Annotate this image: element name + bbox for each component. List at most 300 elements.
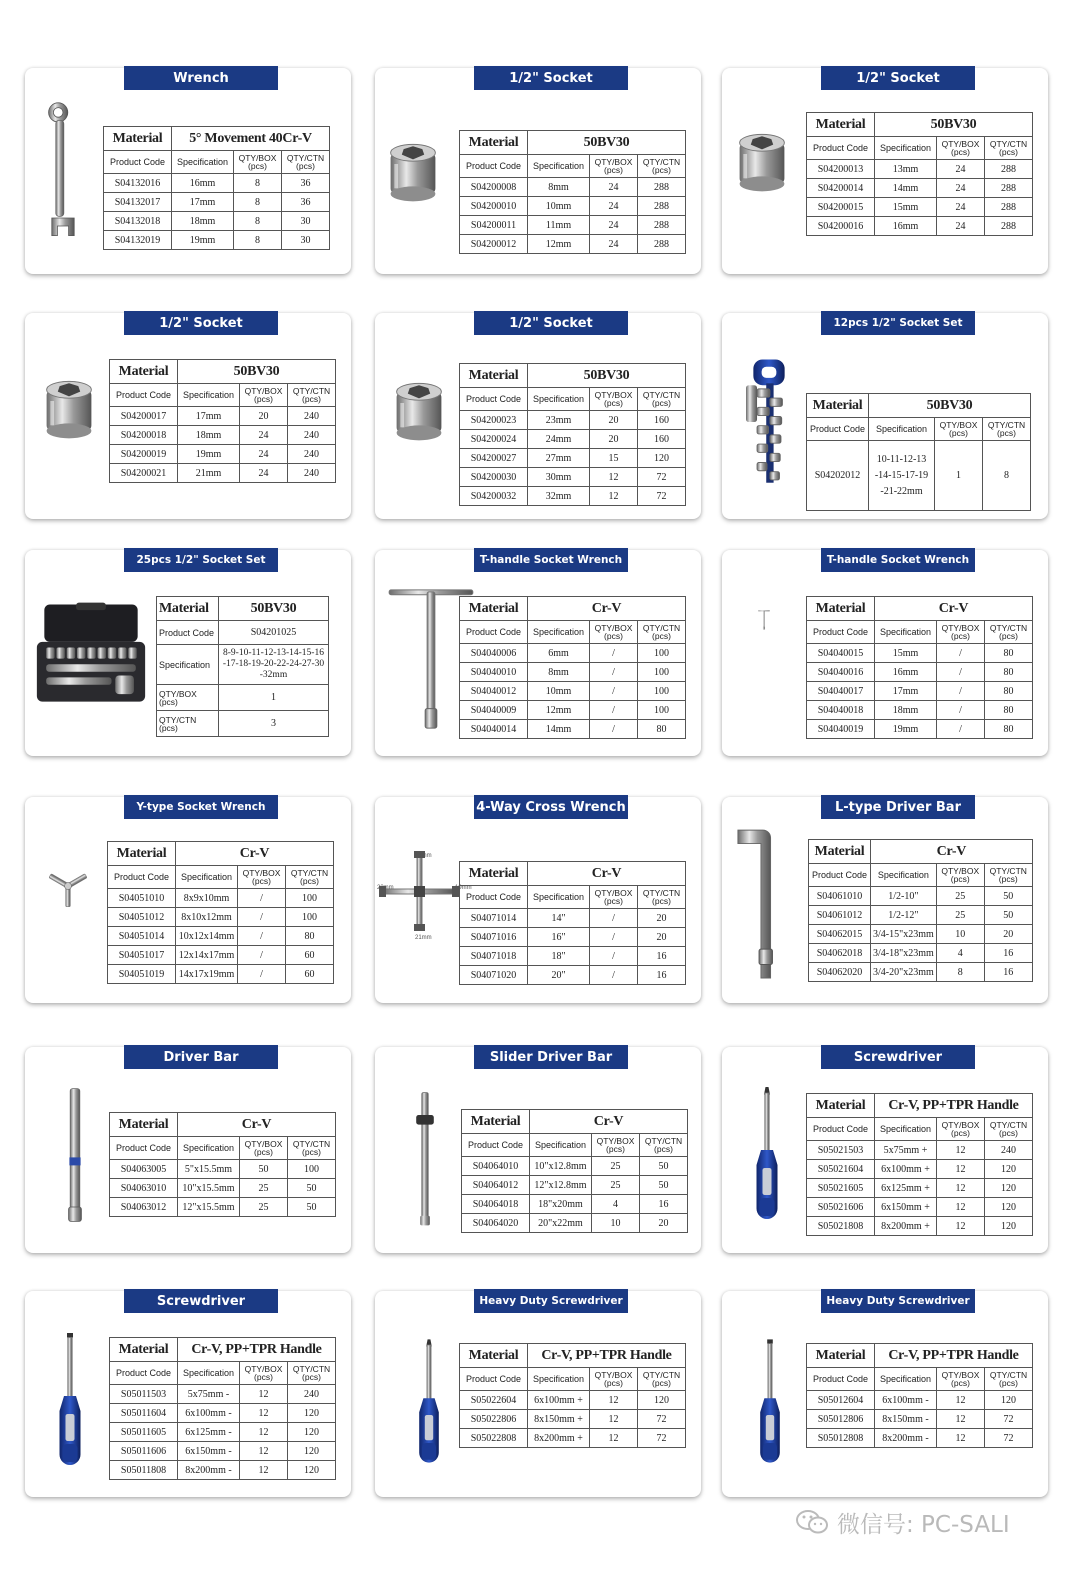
specification-value: 18mm (875, 701, 937, 720)
specification-header: Specification (528, 886, 590, 909)
qty-box-header-label: QTY/BOX (941, 1120, 980, 1130)
qty-ctn-header-label: QTY/CTN (989, 623, 1028, 633)
product-code-header: Product Code (809, 864, 871, 887)
specification-value: 10mm (528, 682, 590, 701)
qty-ctn-value: 36 (282, 174, 330, 193)
table-row (807, 1198, 1033, 1217)
qty-box-header-label: QTY/BOX (594, 1370, 633, 1380)
qty-ctn-value: 160 (638, 411, 686, 430)
product-code: S04202012 (807, 441, 869, 511)
qty-box-value: 12 (240, 1404, 288, 1423)
qty-box-value: 12 (937, 1410, 985, 1429)
qty-box-header (590, 886, 638, 909)
qty-box-value: 24 (590, 235, 638, 254)
qty-ctn-value: 120 (985, 1391, 1033, 1410)
specification-value: 10"x15.5mm (178, 1179, 240, 1198)
qty-ctn-header-label: QTY/CTN (292, 386, 331, 396)
product-code: S04200014 (807, 179, 875, 198)
qty-ctn-value: 72 (638, 487, 686, 506)
qty-box-value: 12 (590, 487, 638, 506)
product-title: Slider Driver Bar (474, 1045, 628, 1069)
product-code: S05021605 (807, 1179, 875, 1198)
qty-ctn-value: 80 (985, 644, 1033, 663)
qty-box-value: 12 (590, 1429, 638, 1448)
product-code: S04071014 (460, 909, 528, 928)
product-code: S04040010 (460, 663, 528, 682)
qty-box-header-unit: (pcs) (951, 1128, 970, 1138)
product-code: S04071020 (460, 966, 528, 985)
specification-value: 12"x15.5mm (178, 1198, 240, 1217)
qty-ctn-header-label: QTY/CTN (987, 420, 1026, 430)
qty-ctn-value: 50 (288, 1179, 336, 1198)
qty-box-value: 25 (592, 1157, 640, 1176)
qty-box-value: 4 (936, 944, 984, 963)
phillips-screwdriver-icon (752, 1063, 782, 1248)
qty-ctn-header-unit: (pcs) (997, 428, 1016, 438)
specification-header: Specification (178, 384, 240, 407)
qty-box-value: 20 (590, 411, 638, 430)
qty-ctn-value: 100 (638, 701, 686, 720)
qty-box-value: / (238, 946, 286, 965)
table-row (108, 889, 334, 908)
qty-box-value: 24 (937, 198, 985, 217)
wechat-icon (795, 1509, 829, 1535)
product-title: Screwdriver (124, 1289, 278, 1313)
qty-box-value: 10 (592, 1214, 640, 1233)
table-row (108, 946, 334, 965)
specification-value: 6x100mm - (178, 1404, 240, 1423)
table-row (460, 966, 686, 985)
qty-ctn-header-label: QTY/CTN (290, 868, 329, 878)
specification-value: 10x12x14mm (176, 927, 238, 946)
qty-ctn-header-label: QTY/CTN (292, 1364, 331, 1374)
qty-ctn-header-label: QTY/CTN (644, 1136, 683, 1146)
specification-value: 15mm (875, 644, 937, 663)
specification-value: 10mm (528, 197, 590, 216)
qty-box-header-unit: (pcs) (254, 1372, 273, 1382)
qty-box-header-label: QTY/BOX (941, 1370, 980, 1380)
product-code: S04040014 (460, 720, 528, 739)
specification-value: 16mm (875, 217, 937, 236)
material-value: Cr-V (528, 597, 686, 621)
spec-table (459, 130, 686, 254)
product-code: S05011606 (110, 1442, 178, 1461)
specification-header: Specification (528, 388, 590, 411)
product-code: S05022808 (460, 1429, 528, 1448)
table-row (110, 426, 336, 445)
product-title: 1/2" Socket (821, 66, 975, 90)
specification-value: 18" (528, 947, 590, 966)
specification-header: Specification (528, 621, 590, 644)
qty-box-header-label: QTY/BOX (594, 157, 633, 167)
product-code: S04051017 (108, 946, 176, 965)
material-value: Cr-V (530, 1110, 688, 1134)
table-row (807, 663, 1033, 682)
product-card (25, 1291, 351, 1497)
spec-table (109, 1337, 336, 1480)
product-code-header: Product Code (110, 384, 178, 407)
specification-header: Specification (869, 418, 935, 441)
material-header: Material (807, 113, 875, 137)
product-card (722, 550, 1048, 756)
spec-table (459, 596, 686, 739)
qty-box-header-unit: (pcs) (254, 394, 273, 404)
qty-box-value: / (590, 966, 638, 985)
qty-box-header-unit: (pcs) (604, 631, 623, 641)
table-row (460, 909, 686, 928)
specification-value: 5x75mm - (178, 1385, 240, 1404)
qty-ctn-value: 120 (288, 1404, 336, 1423)
spec-table (808, 839, 1033, 982)
product-code: S04132018 (104, 212, 172, 231)
product-code: S04040017 (807, 682, 875, 701)
product-code: S05011605 (110, 1423, 178, 1442)
qty-box-value: / (238, 965, 286, 984)
table-row (108, 908, 334, 927)
slider-bar-icon (413, 1073, 437, 1250)
table-row (108, 965, 334, 984)
product-code: S04051012 (108, 908, 176, 927)
qty-box-value: / (590, 947, 638, 966)
qty-ctn-value: 288 (638, 235, 686, 254)
qty-ctn-header-unit: (pcs) (999, 631, 1018, 641)
cross-wrench-icon (379, 849, 459, 938)
table-row (460, 928, 686, 947)
qty-box-header (238, 866, 286, 889)
product-code: S04063005 (110, 1160, 178, 1179)
product-code: S05011604 (110, 1404, 178, 1423)
product-code-header: Product Code (462, 1134, 530, 1157)
qty-box-value: 24 (937, 160, 985, 179)
product-code: S04200016 (807, 217, 875, 236)
table-row (462, 1195, 688, 1214)
specification-value: 18mm (172, 212, 234, 231)
specification-value: 19mm (875, 720, 937, 739)
qty-ctn-value: 80 (638, 720, 686, 739)
specification-header: Specification (875, 1118, 937, 1141)
material-header: Material (157, 597, 219, 621)
specification-header: Specification (528, 155, 590, 178)
socket-icon (385, 136, 441, 211)
qty-box-value: 24 (937, 217, 985, 236)
specification-value: 12x14x17mm (176, 946, 238, 965)
product-card (25, 797, 351, 1003)
qty-box-header-label: QTY/BOX (159, 688, 197, 699)
qty-box-value: 20 (590, 430, 638, 449)
table-row (809, 906, 1033, 925)
product-code: S04061010 (809, 887, 871, 906)
material-value: 50BV30 (875, 113, 1033, 137)
qty-ctn-header-unit: (pcs) (302, 394, 321, 404)
specification-header: Specification (176, 866, 238, 889)
product-code: S04061012 (809, 906, 871, 925)
qty-ctn-value: 20 (640, 1214, 688, 1233)
specification-value: 17mm (178, 407, 240, 426)
qty-box-header-unit: (pcs) (604, 165, 623, 175)
socket-case-icon (35, 602, 147, 711)
product-card (375, 797, 701, 1003)
specification-value: 21mm (178, 464, 240, 483)
qty-box-value: / (590, 928, 638, 947)
qty-ctn-value: 60 (286, 946, 334, 965)
table-row (460, 430, 686, 449)
product-code: S04200010 (460, 197, 528, 216)
material-header: Material (110, 1338, 178, 1362)
specification-value: 3/4-20"x23mm (871, 963, 937, 982)
qty-ctn-header-label: QTY/CTN (159, 714, 197, 725)
qty-ctn-value: 80 (985, 663, 1033, 682)
qty-box-header-label: QTY/BOX (238, 153, 277, 163)
product-code: S04040006 (460, 644, 528, 663)
material-value: 50BV30 (528, 131, 686, 155)
product-code: S04064012 (462, 1176, 530, 1195)
material-value: 50BV30 (219, 597, 329, 621)
specification-value: 14x17x19mm (176, 965, 238, 984)
qty-box-value: 8 (234, 231, 282, 250)
product-title: 4-Way Cross Wrench (474, 795, 628, 819)
qty-box-header (234, 151, 282, 174)
product-code: S04040009 (460, 701, 528, 720)
qty-ctn-header-unit: (pcs) (296, 161, 315, 171)
material-value: Cr-V (176, 842, 334, 866)
qty-box-header-unit: (pcs) (254, 1147, 273, 1157)
product-code: S04200012 (460, 235, 528, 254)
product-card (375, 313, 701, 519)
product-code: S05021503 (807, 1141, 875, 1160)
specification-value: 27mm (528, 449, 590, 468)
qty-ctn-value: 30 (282, 231, 330, 250)
qty-box-header (936, 864, 984, 887)
product-card (722, 1047, 1048, 1253)
product-code: S04063012 (110, 1198, 178, 1217)
product-code: S04064020 (462, 1214, 530, 1233)
ratchet-wrench-icon (47, 80, 79, 265)
specification-value: 8x10x12mm (176, 908, 238, 927)
qty-ctn-header-label: QTY/CTN (989, 1370, 1028, 1380)
table-row (110, 1423, 336, 1442)
product-card (25, 68, 351, 274)
product-title: 1/2" Socket (474, 66, 628, 90)
qty-box-header (592, 1134, 640, 1157)
product-code: S04071016 (460, 928, 528, 947)
qty-ctn-header (638, 621, 686, 644)
phillips-screwdriver-icon (415, 1311, 443, 1496)
qty-box-value: 24 (590, 197, 638, 216)
qty-box-value: / (937, 701, 985, 720)
qty-box-value: 25 (240, 1198, 288, 1217)
specification-value: 10"x12.8mm (530, 1157, 592, 1176)
specification-value: 16mm (172, 174, 234, 193)
qty-ctn-value: 80 (286, 927, 334, 946)
material-header: Material (462, 1110, 530, 1134)
table-row (460, 235, 686, 254)
material-value: 50BV30 (528, 364, 686, 388)
table-row (462, 1157, 688, 1176)
qty-box-value: 1 (935, 441, 983, 511)
product-code-header: Product Code (110, 1137, 178, 1160)
qty-ctn-header (985, 1118, 1033, 1141)
specification-header: Specification (871, 864, 937, 887)
product-code: S05011503 (110, 1385, 178, 1404)
product-code-header: Product Code (110, 1362, 178, 1385)
qty-ctn-value: 288 (638, 216, 686, 235)
qty-box-header (935, 418, 983, 441)
specification-value: 23mm (528, 411, 590, 430)
specification-value: 17mm (875, 682, 937, 701)
product-code: S05012806 (807, 1410, 875, 1429)
qty-ctn-header-unit: (pcs) (652, 1378, 671, 1388)
product-code: S05021808 (807, 1217, 875, 1236)
specification-header: Specification (528, 1368, 590, 1391)
table-row (462, 1214, 688, 1233)
qty-ctn-header (640, 1134, 688, 1157)
specification-value: 12"x12.8mm (530, 1176, 592, 1195)
product-card (722, 313, 1048, 519)
socket-rail-set-icon (746, 351, 792, 498)
qty-box-value: 12 (590, 1410, 638, 1429)
qty-box-value: / (937, 682, 985, 701)
qty-box-header-unit: (pcs) (604, 398, 623, 408)
qty-ctn-header-unit: (pcs) (652, 398, 671, 408)
qty-ctn-value: 120 (985, 1198, 1033, 1217)
table-row (807, 1141, 1033, 1160)
qty-box-header-label: QTY/BOX (941, 623, 980, 633)
specification-value: 11mm (528, 216, 590, 235)
qty-box-header (937, 621, 985, 644)
qty-box-value: 25 (240, 1179, 288, 1198)
specification-value: 14mm (528, 720, 590, 739)
t-handle-wrench-icon (726, 610, 802, 635)
specification-value: 17mm (172, 193, 234, 212)
table-row (460, 411, 686, 430)
product-card (375, 1047, 701, 1253)
qty-ctn-header-label: QTY/CTN (989, 866, 1027, 876)
socket-icon (734, 126, 790, 201)
qty-box-header-unit: (pcs) (951, 1378, 970, 1388)
qty-ctn-value: 240 (288, 445, 336, 464)
qty-ctn-value: 80 (985, 720, 1033, 739)
qty-box-header (240, 1362, 288, 1385)
material-value: Cr-V (528, 862, 686, 886)
table-row (809, 887, 1033, 906)
table-row (809, 925, 1033, 944)
material-header: Material (809, 840, 871, 864)
specification-value: 6x100mm + (528, 1391, 590, 1410)
qty-ctn-header (983, 418, 1031, 441)
qty-box-header (240, 1137, 288, 1160)
spec-table (806, 1093, 1033, 1236)
qty-ctn-value: 3 (219, 711, 329, 737)
specification-header: Specification (530, 1134, 592, 1157)
qty-box-value: 50 (240, 1160, 288, 1179)
product-card (25, 1047, 351, 1253)
qty-ctn-header-label: QTY/CTN (642, 623, 681, 633)
product-code: S04200027 (460, 449, 528, 468)
table-row (104, 174, 330, 193)
spec-table (806, 393, 1031, 511)
specification-header: Specification (172, 151, 234, 174)
table-row (104, 193, 330, 212)
material-value: Cr-V, PP+TPR Handle (875, 1094, 1033, 1118)
table-row (110, 1442, 336, 1461)
table-row (460, 1410, 686, 1429)
qty-ctn-header-label: QTY/CTN (642, 157, 681, 167)
qty-ctn-value: 16 (984, 963, 1032, 982)
qty-ctn-value: 8 (983, 441, 1031, 511)
qty-ctn-value: 288 (638, 197, 686, 216)
product-code: S05021604 (807, 1160, 875, 1179)
specification-value: 6x100mm + (875, 1160, 937, 1179)
table-row (807, 1179, 1033, 1198)
specification-value: 8x200mm - (875, 1429, 937, 1448)
material-value: Cr-V, PP+TPR Handle (875, 1344, 1033, 1368)
qty-box-value: / (590, 701, 638, 720)
qty-box-header (590, 388, 638, 411)
product-title: Wrench (124, 66, 278, 90)
qty-box-value: 12 (590, 1391, 638, 1410)
product-code: S04132019 (104, 231, 172, 250)
table-row (110, 1385, 336, 1404)
qty-ctn-header (638, 388, 686, 411)
specification-value: 8mm (528, 663, 590, 682)
material-header: Material (460, 1344, 528, 1368)
qty-ctn-value: 72 (638, 468, 686, 487)
qty-box-header-unit: (pcs) (252, 876, 271, 886)
spec-table (459, 363, 686, 506)
qty-ctn-value: 36 (282, 193, 330, 212)
qty-box-header (937, 1368, 985, 1391)
specification-header: Specification (875, 621, 937, 644)
qty-box-value: / (937, 720, 985, 739)
specification-value: 24mm (528, 430, 590, 449)
material-header: Material (460, 597, 528, 621)
qty-ctn-value: 240 (288, 464, 336, 483)
qty-ctn-header (985, 1368, 1033, 1391)
qty-ctn-header-unit: (pcs) (159, 722, 178, 733)
specification-value: 14mm (875, 179, 937, 198)
cross-size-label: 17mm (415, 853, 432, 859)
qty-box-value: 4 (592, 1195, 640, 1214)
product-code-header: Product Code (108, 866, 176, 889)
table-row (460, 197, 686, 216)
qty-ctn-value: 120 (288, 1423, 336, 1442)
qty-ctn-value: 120 (638, 1391, 686, 1410)
qty-ctn-value: 240 (288, 407, 336, 426)
product-code: S04200008 (460, 178, 528, 197)
qty-box-header-unit: (pcs) (159, 696, 178, 707)
specification-value: 18"x20mm (530, 1195, 592, 1214)
product-code-header: Product Code (807, 621, 875, 644)
material-value: Cr-V (871, 840, 1033, 864)
qty-box-header-label: QTY/BOX (244, 386, 283, 396)
qty-ctn-value: 16 (984, 944, 1032, 963)
material-header: Material (807, 394, 869, 418)
product-code: S05022806 (460, 1410, 528, 1429)
product-code: S04062020 (809, 963, 871, 982)
qty-ctn-header (985, 137, 1033, 160)
qty-ctn-header-unit: (pcs) (999, 147, 1018, 157)
product-card (722, 797, 1048, 1003)
product-code-header: Product Code (807, 418, 869, 441)
product-card (722, 1291, 1048, 1497)
qty-box-value: 12 (937, 1160, 985, 1179)
product-code: S04200030 (460, 468, 528, 487)
specification-value: 1/2-10" (871, 887, 937, 906)
qty-ctn-header-unit: (pcs) (300, 876, 319, 886)
qty-ctn-header-unit: (pcs) (999, 1378, 1018, 1388)
table-row (807, 1410, 1033, 1429)
qty-box-value: 12 (937, 1429, 985, 1448)
